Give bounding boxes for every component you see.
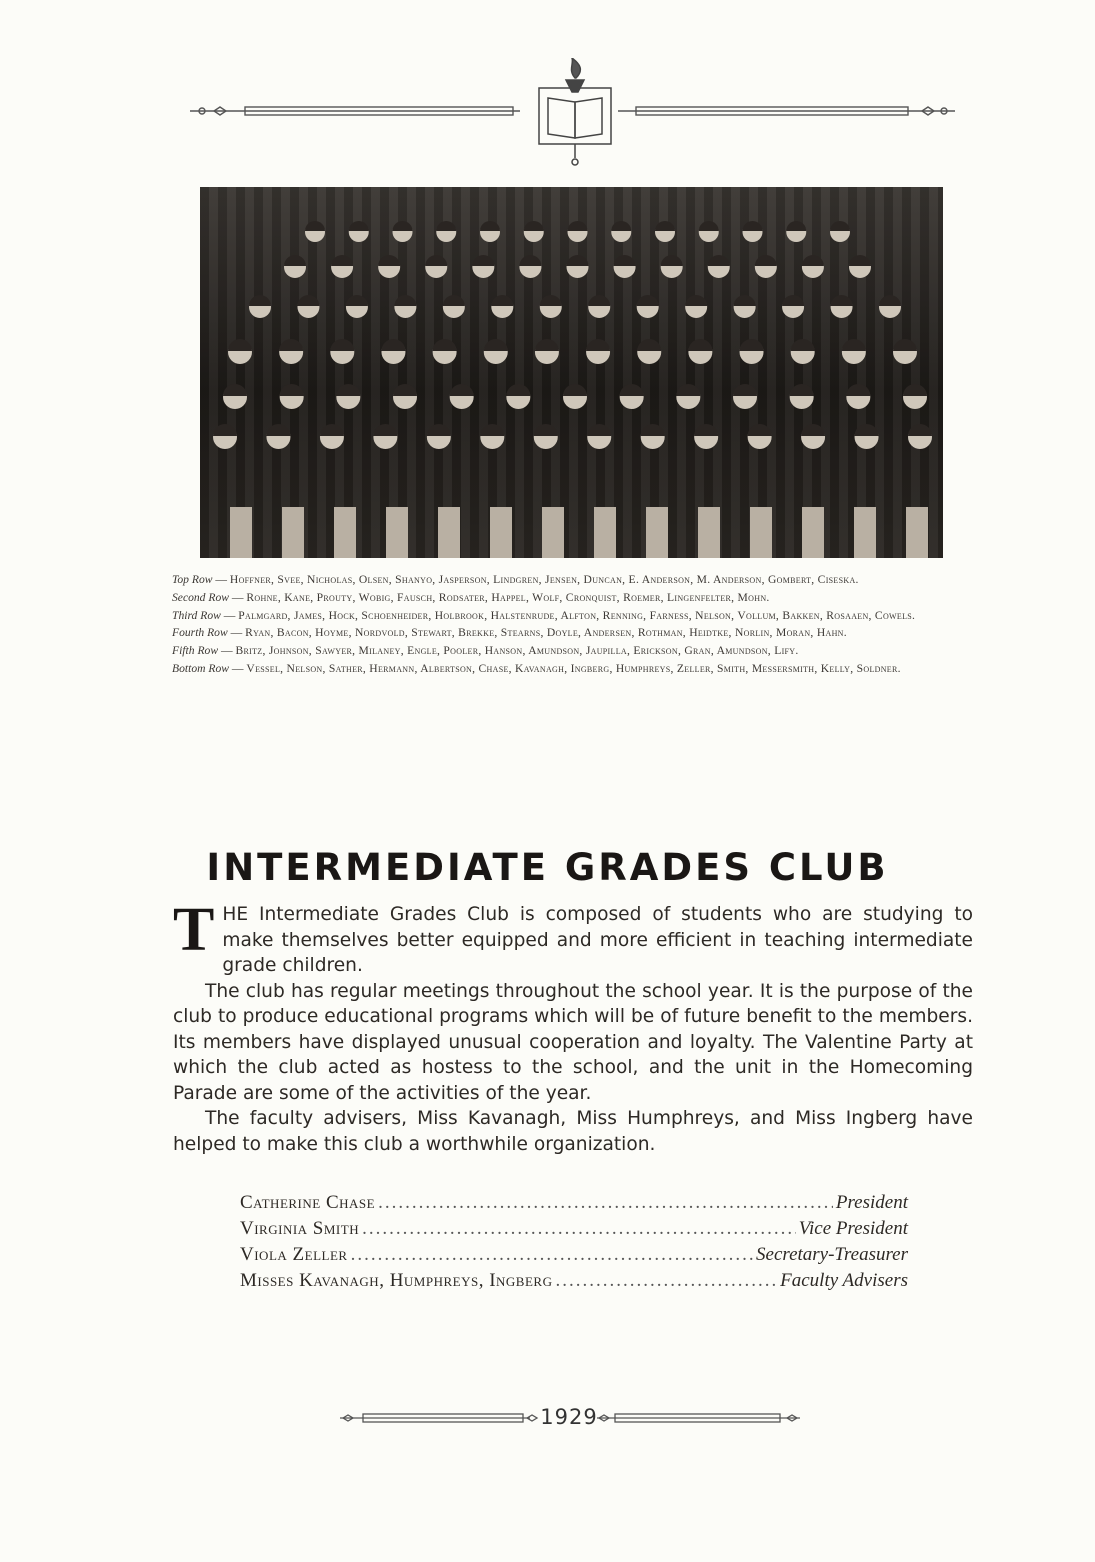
person-hair — [349, 221, 369, 231]
caption-row-names: Palmgard, James, Hock, Schoenheider, Holbrook, Halstenrude, Alfton, Renning, Farness, Nelson, Vollum, Bakken, Rosaaen, Cowels. — [238, 608, 916, 622]
person-hair — [611, 221, 631, 231]
officer-name: Catherine Chase — [240, 1192, 376, 1213]
person-hair — [637, 295, 659, 306]
person-hair — [855, 424, 879, 436]
person-hair — [381, 339, 405, 351]
person-legs — [906, 507, 928, 558]
person-hair — [740, 339, 764, 351]
person-hair — [506, 384, 530, 396]
person-hair — [782, 295, 804, 306]
person-hair — [830, 221, 850, 231]
person-legs — [490, 507, 512, 558]
person-hair — [802, 255, 824, 266]
person-hair — [480, 221, 500, 231]
officer-name: Virginia Smith — [240, 1218, 360, 1239]
caption-row-names: Britz, Johnson, Sawyer, Milaney, Engle, Pooler, Hanson, Amundson, Jaupilla, Erickson, Gran, Amundson, Lify. — [235, 644, 799, 658]
caption-row — [172, 607, 982, 625]
person-hair — [425, 255, 447, 266]
photo-figures — [200, 187, 943, 558]
person-hair — [393, 221, 413, 231]
officer-name: Viola Zeller — [240, 1244, 348, 1265]
caption-separator: — — [229, 590, 247, 604]
paragraph-text: HE Intermediate Grades Club is composed of students who are studying to make themselves better equipped and more efficient in teaching intermediate grade children. — [222, 904, 973, 976]
person-hair — [378, 255, 400, 266]
person-hair — [336, 384, 360, 396]
person-hair — [568, 221, 588, 231]
officer-entry — [240, 1190, 908, 1216]
person-hair — [540, 295, 562, 306]
person-hair — [791, 339, 815, 351]
person-hair — [676, 384, 700, 396]
person-hair — [588, 295, 610, 306]
leader-dots — [351, 1242, 753, 1268]
person-hair — [688, 339, 712, 351]
person-hair — [586, 339, 610, 351]
person-hair — [908, 424, 932, 436]
person-hair — [620, 384, 644, 396]
person-hair — [733, 384, 757, 396]
caption-separator: — — [229, 661, 247, 675]
person-hair — [393, 384, 417, 396]
caption-separator: — — [227, 626, 246, 640]
leader-dots — [555, 1268, 777, 1294]
leader-dots — [362, 1216, 796, 1242]
person-hair — [346, 295, 368, 306]
torch-book-emblem-icon — [539, 58, 611, 165]
person-hair — [491, 295, 513, 306]
person-hair — [849, 255, 871, 266]
person-hair — [534, 424, 558, 436]
person-hair — [655, 221, 675, 231]
caption-row-label: Fourth Row — [172, 626, 228, 640]
officer-entry — [240, 1216, 908, 1242]
person-hair — [472, 255, 494, 266]
person-hair — [373, 424, 397, 436]
officers-list — [240, 1190, 908, 1294]
person-hair — [637, 339, 661, 351]
person-hair — [228, 339, 252, 351]
person-hair — [748, 424, 772, 436]
leader-dots — [378, 1190, 833, 1216]
caption-row — [172, 660, 982, 678]
person-hair — [842, 339, 866, 351]
person-hair — [519, 255, 541, 266]
caption-row — [172, 642, 982, 660]
drop-cap: T — [173, 896, 215, 964]
person-legs — [230, 507, 252, 558]
person-hair — [297, 295, 319, 306]
person-hair — [443, 295, 465, 306]
caption-row — [172, 589, 982, 607]
person-hair — [223, 384, 247, 396]
footer-ornament — [335, 1403, 805, 1433]
person-legs — [282, 507, 304, 558]
person-hair — [436, 221, 456, 231]
person-hair — [394, 295, 416, 306]
caption-row-names: Rohne, Kane, Prouty, Wobig, Fausch, Rodsater, Happel, Wolf, Cronquist, Roemer, Lingenfelter, Mohn. — [246, 590, 770, 604]
person-hair — [755, 255, 777, 266]
person-hair — [786, 221, 806, 231]
person-hair — [484, 339, 508, 351]
officer-title: Faculty Advisers — [780, 1270, 908, 1291]
person-hair — [284, 255, 306, 266]
person-legs — [854, 507, 876, 558]
caption-row-names: Hoffner, Svee, Nicholas, Olsen, Shanyo, Jasperson, Lindgren, Jensen, Duncan, E. Anderson, M. Anderson, Gombert, Ciseska. — [229, 573, 859, 586]
caption-separator: — — [218, 644, 236, 658]
person-hair — [266, 424, 290, 436]
person-hair — [661, 255, 683, 266]
person-hair — [480, 424, 504, 436]
caption-separator: — — [212, 573, 230, 586]
officer-title: Secretary-Treasurer — [756, 1244, 908, 1265]
officer-entry — [240, 1268, 908, 1294]
person-legs — [750, 507, 772, 558]
person-hair — [743, 221, 763, 231]
officer-entry — [240, 1242, 908, 1268]
caption-separator: — — [220, 608, 239, 622]
person-hair — [614, 255, 636, 266]
person-hair — [567, 255, 589, 266]
person-legs — [594, 507, 616, 558]
caption-row-label: Top Row — [172, 573, 213, 586]
article-body — [173, 896, 973, 1157]
caption-row-label: Fifth Row — [172, 644, 219, 658]
footer-year: 1929 — [540, 1405, 598, 1429]
person-hair — [305, 221, 325, 231]
header-ornament — [0, 58, 1095, 173]
person-legs — [698, 507, 720, 558]
person-hair — [699, 221, 719, 231]
caption-row — [172, 624, 982, 642]
person-hair — [213, 424, 237, 436]
person-hair — [734, 295, 756, 306]
person-hair — [694, 424, 718, 436]
person-hair — [535, 339, 559, 351]
person-legs — [646, 507, 668, 558]
caption-row-label: Second Row — [172, 590, 229, 604]
person-hair — [641, 424, 665, 436]
person-legs — [334, 507, 356, 558]
person-hair — [279, 339, 303, 351]
person-hair — [685, 295, 707, 306]
person-legs — [802, 507, 824, 558]
person-hair — [790, 384, 814, 396]
paragraph — [173, 896, 973, 979]
person-hair — [903, 384, 927, 396]
person-legs — [386, 507, 408, 558]
caption-row — [172, 571, 982, 589]
group-photograph — [200, 187, 943, 558]
person-hair — [708, 255, 730, 266]
paragraph: The faculty advisers, Miss Kavanagh, Miss Humphreys, and Miss Ingberg have helped to make this club a worthwhile organization. — [173, 1108, 973, 1155]
person-hair — [893, 339, 917, 351]
person-legs — [438, 507, 460, 558]
officer-title: Vice President — [798, 1218, 908, 1239]
caption-row-label: Bottom Row — [172, 661, 230, 675]
officer-title: President — [835, 1192, 908, 1213]
person-hair — [427, 424, 451, 436]
person-hair — [331, 255, 353, 266]
person-hair — [831, 295, 853, 306]
officer-name: Misses Kavanagh, Humphreys, Ingberg — [240, 1270, 553, 1291]
caption-row-names: Ryan, Bacon, Hoyme, Nordvold, Stewart, Brekke, Stearns, Doyle, Andersen, Rothman, Heidtke, Norlin, Moran, Hahn. — [245, 626, 847, 640]
caption-row-names: Vessel, Nelson, Sather, Hermann, Albertson, Chase, Kavanagh, Ingberg, Humphreys, Zeller, Smith, Messersmith, Kelly, Soldner. — [246, 661, 901, 675]
person-hair — [249, 295, 271, 306]
person-hair — [524, 221, 544, 231]
person-hair — [879, 295, 901, 306]
person-hair — [433, 339, 457, 351]
person-hair — [450, 384, 474, 396]
person-hair — [587, 424, 611, 436]
person-hair — [330, 339, 354, 351]
person-legs — [542, 507, 564, 558]
person-hair — [801, 424, 825, 436]
person-hair — [846, 384, 870, 396]
caption-row-label: Third Row — [172, 608, 221, 622]
person-hair — [563, 384, 587, 396]
person-hair — [280, 384, 304, 396]
page-title: INTERMEDIATE GRADES CLUB — [206, 846, 889, 889]
photo-caption — [172, 571, 982, 678]
person-hair — [320, 424, 344, 436]
paragraph: The club has regular meetings throughout the school year. It is the purpose of the club to produce educational programs which will be of future benefit to the members. Its members have displayed unusual cooperation and loyalty. The Valentine Party at which the club acted as hostess to the school, and the unit in the Homecoming Parade are some of the activities of the year. — [173, 980, 973, 1104]
